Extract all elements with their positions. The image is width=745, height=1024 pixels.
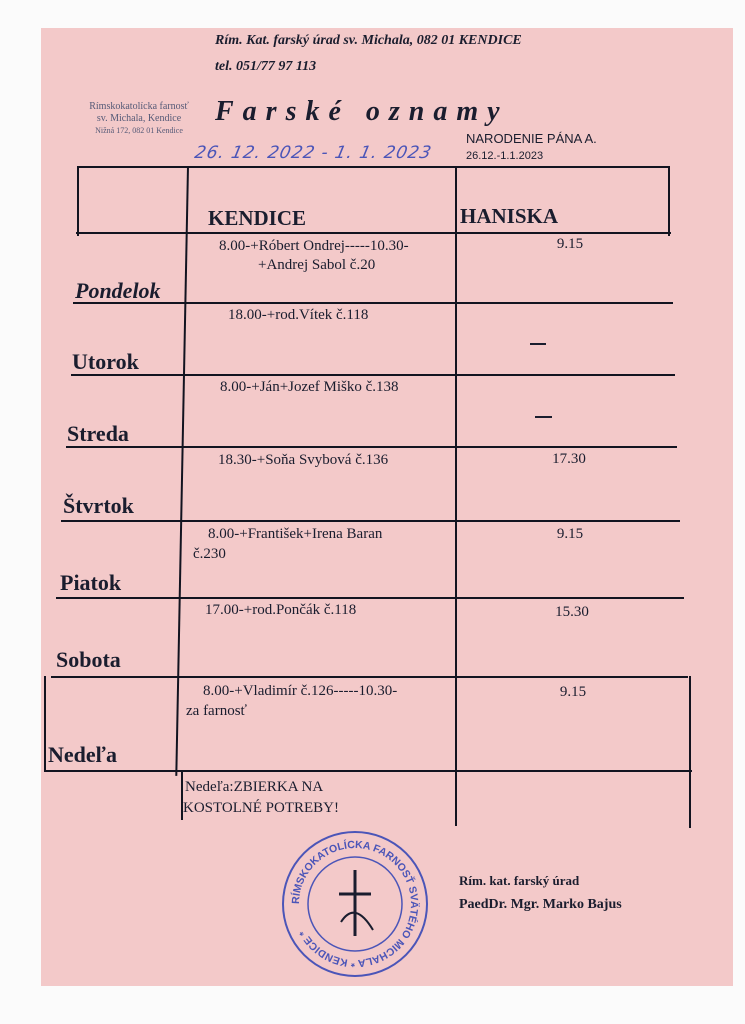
kendice-mass-line1: 17.00-+rod.Pončák č.118 [205, 602, 357, 618]
kendice-mass-line2: +Andrej Sabol č.20 [258, 257, 376, 273]
parish-round-stamp [281, 830, 429, 978]
table-rule [44, 770, 692, 772]
table-rule [71, 374, 675, 376]
haniska-time: 9.15 [556, 526, 584, 542]
haniska-no-mass [535, 416, 552, 418]
collection-note-line1: Nedeľa:ZBIERKA NA [185, 779, 324, 795]
kendice-mass-line1: 18.30-+Soňa Svybová č.136 [218, 452, 389, 468]
kendice-mass-line2: č.230 [193, 546, 226, 562]
handwritten-date: 26. 12. 2022 - 1. 1. 2023 [192, 143, 434, 163]
collection-note-line2: KOSTOLNÉ POTREBY! [183, 800, 339, 816]
table-rule [51, 676, 688, 678]
page-title: Farské oznamy [215, 96, 509, 127]
day-label: Štvrtok [63, 493, 134, 518]
table-rule [61, 520, 680, 522]
office-line: Rím. Kat. farský úrad sv. Michala, 082 01 KENDICE [215, 33, 522, 48]
kendice-mass-line1: 8.00-+František+Irena Baran [208, 526, 383, 542]
day-label: Utorok [72, 349, 139, 374]
feast-range: 26.12.-1.1.2023 [466, 150, 544, 162]
cross-icon [339, 870, 373, 936]
signature-office: Rím. kat. farský úrad [459, 873, 580, 888]
feast-name: NARODENIE PÁNA A. [466, 131, 597, 146]
table-rule [77, 166, 79, 236]
haniska-time: 9.15 [556, 236, 584, 252]
parish-stamp-line2: sv. Michala, Kendice [96, 113, 182, 124]
day-label: Piatok [60, 570, 122, 595]
day-label: Streda [67, 421, 129, 446]
day-label: Pondelok [75, 278, 161, 303]
table-rule [44, 676, 46, 772]
haniska-time: 17.30 [552, 451, 586, 467]
table-rule [78, 166, 670, 168]
day-label: Nedeľa [48, 742, 117, 767]
haniska-no-mass [530, 343, 546, 345]
parish-stamp-line1: Rímskokatolícka farnosť [89, 101, 189, 112]
kendice-mass-line1: 8.00-+Vladimír č.126-----10.30- [203, 683, 398, 699]
parish-stamp-line3: Nižná 172, 082 01 Kendice [95, 126, 183, 135]
table-rule [66, 446, 677, 448]
haniska-time: 15.30 [555, 604, 589, 620]
column-header-haniska: HANISKA [460, 204, 559, 228]
phone-line: tel. 051/77 97 113 [215, 59, 317, 74]
round-stamp-text: RÍMSKOKATOLÍCKA FARNOSŤ SVÄTÉHO MICHALA * KENDICE * [289, 838, 421, 970]
signature-name: PaedDr. Mgr. Marko Bajus [459, 897, 622, 912]
table-rule [76, 232, 671, 234]
column-header-kendice: KENDICE [208, 206, 307, 230]
day-label: Sobota [56, 647, 121, 672]
table-rule [73, 302, 673, 304]
kendice-mass-line1: 8.00-+Róbert Ondrej-----10.30- [219, 238, 409, 254]
table-rule [689, 676, 691, 828]
kendice-mass-line2: za farnosť [186, 703, 247, 719]
kendice-mass-line1: 18.00-+rod.Vítek č.118 [228, 307, 369, 323]
kendice-mass-line1: 8.00-+Ján+Jozef Miško č.138 [220, 379, 399, 395]
table-rule [455, 166, 457, 826]
table-rule [56, 597, 684, 599]
haniska-time: 9.15 [559, 684, 587, 700]
table-rule [668, 166, 670, 236]
